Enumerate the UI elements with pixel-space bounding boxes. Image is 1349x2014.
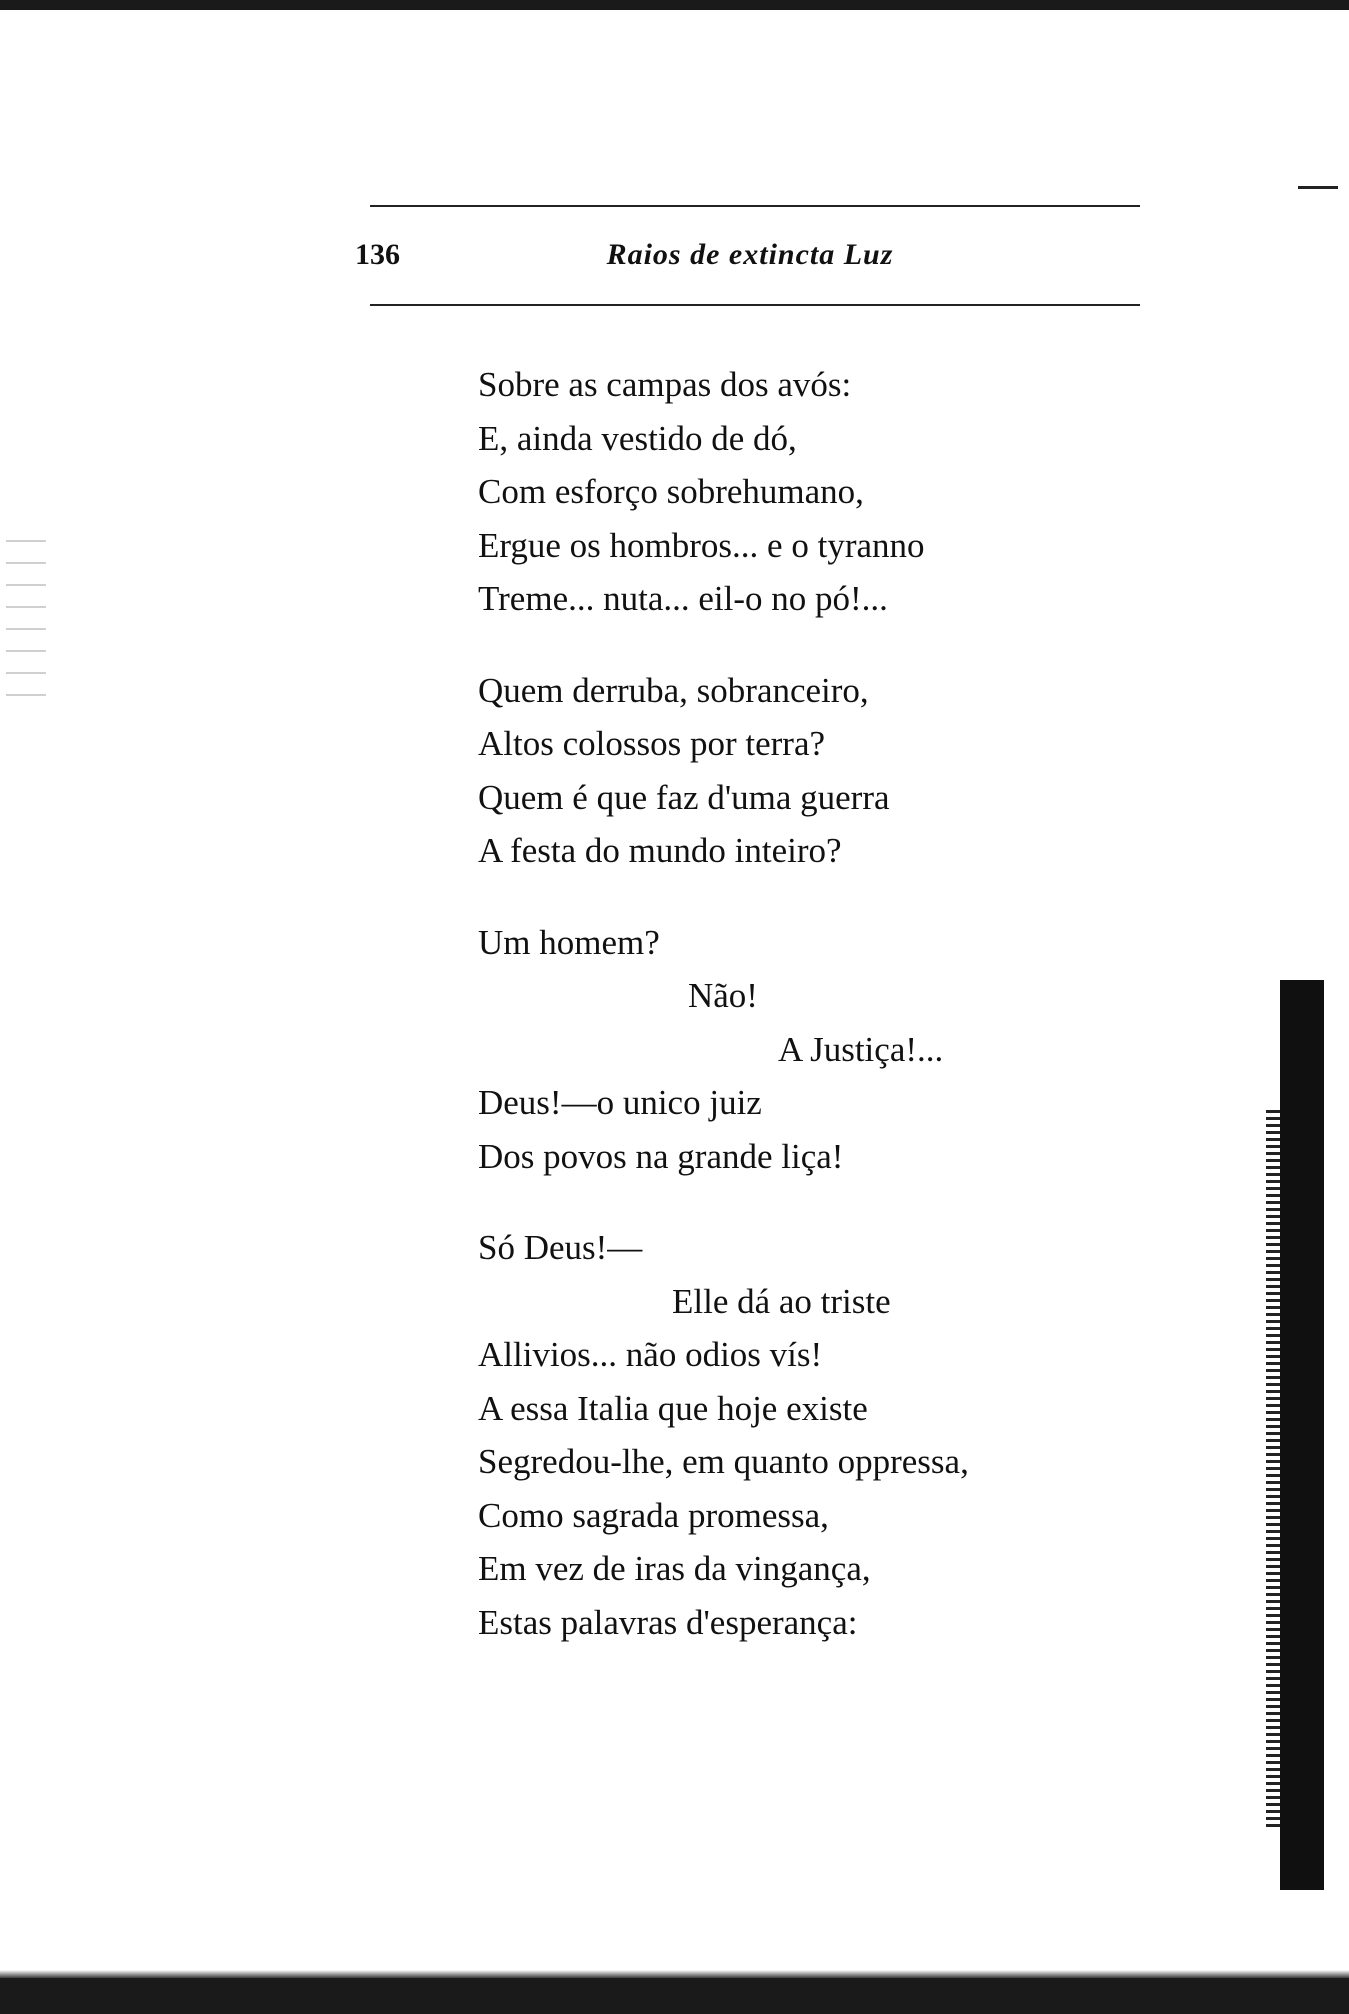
poem-line: Um homem? [478, 922, 660, 962]
header-rule-top [370, 205, 1140, 207]
running-title: Raios de extincta Luz [606, 238, 894, 271]
scan-edge-mark [1298, 186, 1338, 189]
poem-line: Quem é que faz d'uma guerra [478, 777, 890, 817]
poem-line: A festa do mundo inteiro? [478, 831, 842, 870]
scan-spine-shadow [1280, 980, 1324, 1890]
scan-border-top [0, 0, 1349, 10]
header-rule-bottom [370, 304, 1140, 306]
scan-margin-specks [6, 540, 46, 710]
running-head [355, 238, 1145, 278]
poem-line: Deus!—o unico juiz [478, 1083, 762, 1122]
poem-line: Como sagrada promessa, [478, 1495, 829, 1535]
stanza-1 [478, 358, 1078, 626]
stanza-3 [478, 916, 1078, 1184]
poem-line: Sobre as campas dos avós: [478, 365, 852, 404]
stanza-2 [478, 664, 1078, 878]
poem-line: Elle dá ao triste [672, 1281, 891, 1321]
poem-line: Altos colossos por terra? [478, 724, 826, 763]
poem-line: A Justiça!... [778, 1029, 944, 1069]
poem-line: Não! [688, 976, 758, 1015]
poem-body [478, 358, 1078, 1687]
poem-line: Quem derruba, sobranceiro, [478, 670, 869, 710]
poem-line: Estas palavras d'esperança: [478, 1602, 858, 1642]
poem-line: E, ainda vestido de dó, [478, 418, 797, 458]
poem-line: A essa Italia que hoje existe [478, 1388, 868, 1428]
poem-line: Allivios... não odios vís! [478, 1335, 823, 1374]
poem-line: Com esforço sobrehumano, [478, 472, 864, 511]
poem-line: Segredou-lhe, em quanto oppressa, [478, 1442, 969, 1481]
poem-line: Treme... nuta... eil-o no pó!... [478, 579, 888, 618]
stanza-4 [478, 1221, 1078, 1649]
poem-line: Ergue os hombros... e o tyranno [478, 525, 925, 565]
page-number: 136 [355, 238, 400, 271]
scan-border-bottom [0, 1978, 1349, 2014]
poem-line: Dos povos na grande liça! [478, 1136, 844, 1176]
poem-line: Em vez de iras da vingança, [478, 1549, 871, 1588]
poem-line: Só Deus!— [478, 1228, 643, 1267]
